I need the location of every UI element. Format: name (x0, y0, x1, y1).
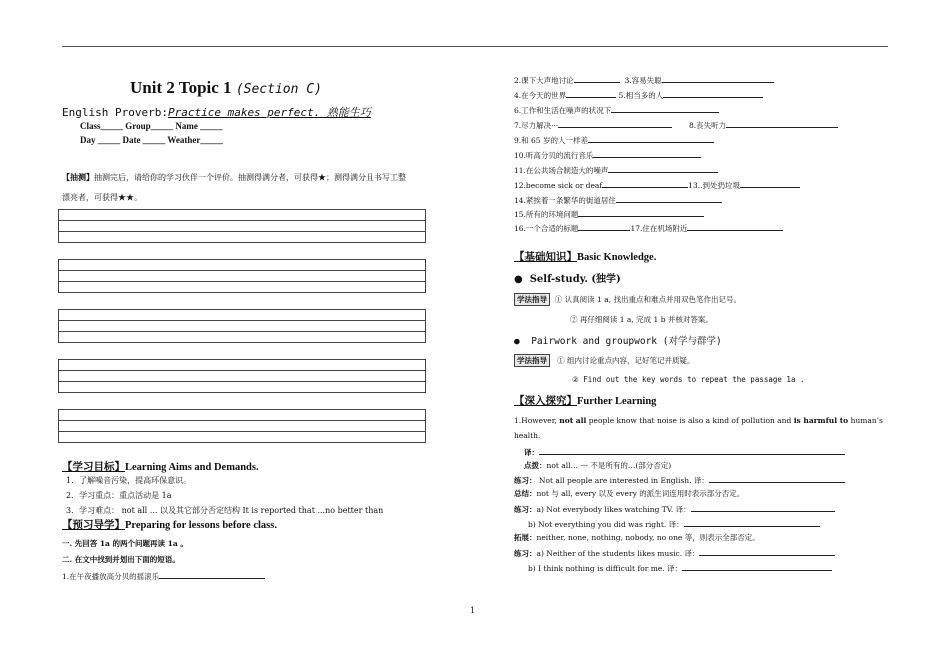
phrase-row-11: 11.在公共场合制造大的噪声 (514, 164, 718, 176)
aim-2: 2．学习重点：重点活动是 1a (66, 491, 172, 500)
pairwork: ● Pairwork and groupwork (对学与群学) (514, 336, 722, 347)
test-instruction-2: 漂亮者，可获得★★。 (62, 193, 142, 202)
preview-q2: 二. 在文中找到并划出下面的短语。 (62, 555, 180, 564)
aim-1: 1．了解噪音污染，提高环保意识。 (66, 476, 192, 485)
page-title: Unit 2 Topic 1 (Section C) (130, 78, 322, 97)
test-instruction: 【抽测】抽测完后，请给你的学习伙伴一个评价。抽测得满分者，可获得★；测得满分且书写工整 (62, 172, 406, 182)
phrase-row-7-8: 7.尽力解决··· 8.丧失听力 (514, 119, 838, 131)
aims-heading: 【学习目标】Learning Aims and Demands. (62, 462, 259, 473)
sentence-1-cont: health. (514, 431, 541, 440)
bullet-icon: ● (514, 274, 523, 285)
phrase-row-12-13: 12.become sick or deaf 13..到处扔垃圾 (514, 179, 800, 191)
phrase-row-16-17: 16.一个合适的标题 17.住在机场附近 (514, 222, 783, 234)
basic-heading: 【基础知识】Basic Knowledge. (514, 252, 657, 263)
translate-line: 译： (524, 446, 845, 458)
writing-grid-3 (58, 309, 426, 343)
self-guide-2: ② 再仔细阅读 1 a, 完成 1 b 并核对答案。 (570, 315, 713, 324)
self-study: ● Self-study. (独学) (514, 274, 621, 285)
self-guide-1: 学法指导 ① 认真阅读 1 a, 找出重点和难点并用双色笔作出记号。 (514, 293, 741, 306)
practice-2a: 练习：a) Not everybody likes watching TV. 译： (514, 503, 835, 515)
writing-grid-4 (58, 359, 426, 393)
info-line-1: Class_____ Group_____ Name _____ (80, 121, 223, 131)
phrase-row-9: 9.和 65 岁的人一样差 (514, 134, 714, 146)
top-rule (62, 46, 888, 47)
writing-grid-5 (58, 409, 426, 443)
practice-1: 练习： Not all people are interested in English. 译： (514, 474, 845, 486)
further-heading: 【深入探究】Further Learning (514, 396, 657, 407)
phrase-row-10: 10.听高分贝的流行音乐 (514, 149, 701, 161)
phrase-row-2-3: 2.课下大声地讨论 3.容易失聪 (514, 74, 774, 86)
phrase-row-6: 6.工作和生活在噪声的状况下 (514, 104, 719, 116)
dianbo: 点拨：not all… --- 不是所有的…(部分否定) (524, 461, 672, 470)
sentence-1: 1.However, not all people know that noise is also a kind of pollution and is harmful to human’s (514, 416, 883, 425)
practice-3b: b) I think nothing is difficult for me. 译： (528, 562, 832, 574)
group-guide-2: ② Find out the key words to repeat the passage 1a . (572, 375, 805, 384)
phrase-1: 1.在午夜播放高分贝的摇滚乐 (62, 570, 265, 582)
bullet-icon: ● (514, 336, 520, 347)
phrase-row-14: 14.紧挨着一条繁华的街道居住 (514, 194, 722, 206)
proverb: English Proverb:Practice makes perfect. 熟能生巧 (62, 106, 371, 119)
info-line-2: Day _____ Date _____ Weather_____ (80, 135, 223, 145)
preview-heading: 【预习导学】Preparing for lessons before class. (62, 520, 277, 531)
practice-2b: b) Not everything you did was right. 译： (528, 518, 820, 530)
phrase-row-15: 15.所有的环境问题 (514, 208, 704, 220)
group-guide-1: 学法指导 ① 组内讨论重点内容，记好笔记并质疑。 (514, 354, 695, 367)
page-number: 1 (470, 606, 476, 615)
summary: 总结：not 与 all, every 以及 every 的派生词连用时表示部分否定。 (514, 489, 745, 498)
phrase-row-4-5: 4.在今天的世界 5.相当多的人 (514, 89, 763, 101)
practice-3a: 练习：a) Neither of the students likes music. 译： (514, 547, 835, 559)
writing-grid-1 (58, 209, 426, 243)
preview-q1: 一. 先回答 1a 的两个问题再读 1a 。 (62, 539, 188, 548)
extension: 拓展：neither, none, nothing, nobody, no one 等，则表示全部否定。 (514, 533, 760, 542)
aim-3: 3．学习难点： not all ... 以及其它部分否定结构 It is reported that ...no better than (66, 506, 384, 515)
writing-grid-2 (58, 259, 426, 293)
